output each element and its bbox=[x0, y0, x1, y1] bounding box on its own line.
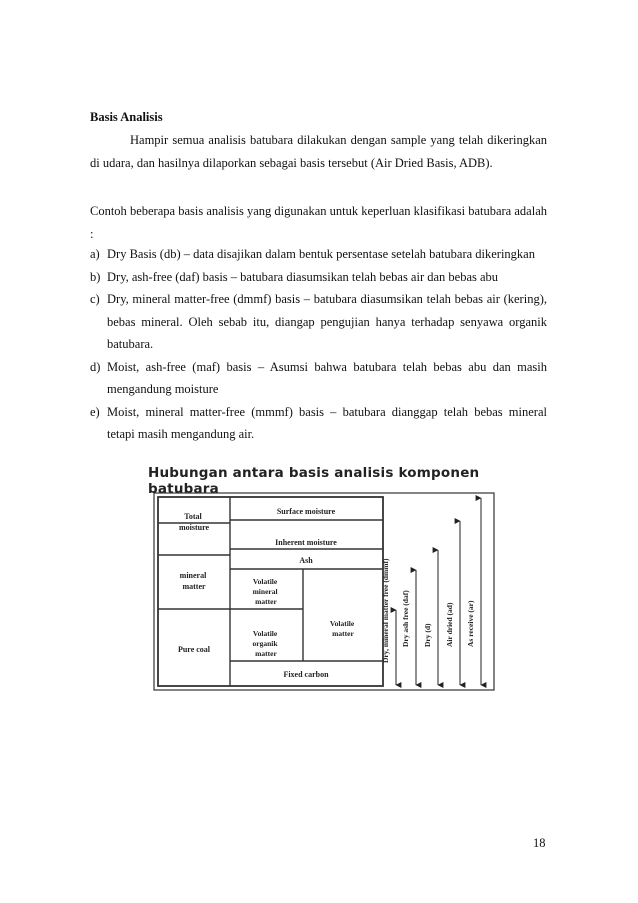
label-pure-coal: Pure coal bbox=[177, 645, 211, 654]
label-volatile-matter: Volatile matter bbox=[329, 619, 355, 638]
label-mineral-matter: mineral matter bbox=[179, 571, 207, 591]
label-volatile-mineral-matter: Volatile mineral matter bbox=[252, 577, 278, 606]
list-item bbox=[90, 401, 547, 446]
paragraph-intro: Hampir semua analisis batubara dilakukan dengan sample yang telah dikeringkan di udara, dan hasilnya dilaporkan sebagai basis tersebut (Air Dried Basis, ADB). bbox=[90, 133, 547, 170]
list-item bbox=[90, 356, 547, 401]
figure-title: Hubungan antara basis analisis komponen batubara bbox=[148, 465, 480, 497]
list-item-text: Moist, ash-free (maf) basis – Asumsi bahwa batubara telah bebas abu dan masih mengandung moisture bbox=[107, 359, 547, 396]
list-item-text: Dry Basis (db) – data disajikan dalam bentuk persentase setelah batubara dikeringkan bbox=[107, 247, 535, 261]
list-item bbox=[90, 288, 547, 356]
label-ash: Ash bbox=[299, 556, 313, 565]
label-basis-daf: Dry ash free (daf) bbox=[401, 590, 410, 647]
paragraph-examples: Contoh beberapa basis analisis yang digunakan untuk keperluan klasifikasi batubara adalah : bbox=[90, 204, 547, 241]
label-surface-moisture: Surface moisture bbox=[276, 507, 336, 516]
label-basis-dmmf: Dry, mineral matter free (dmmf) bbox=[381, 558, 390, 663]
coal-basis-diagram bbox=[120, 465, 520, 705]
section-heading: Basis Analisis bbox=[90, 110, 163, 124]
label-basis-dry: Dry (d) bbox=[423, 623, 432, 647]
label-fixed-carbon: Fixed carbon bbox=[283, 670, 329, 679]
list-marker: a) bbox=[90, 247, 100, 261]
label-volatile-organik-matter: Volatile organik matter bbox=[252, 629, 278, 658]
page-number: 18 bbox=[533, 836, 546, 850]
list-item-text: Moist, mineral matter-free (mmmf) basis – batubara dianggap telah bebas mineral tetapi masih mengandung air. bbox=[107, 404, 547, 441]
basis-list bbox=[90, 243, 547, 446]
list-marker: d) bbox=[90, 359, 101, 374]
list-marker: e) bbox=[90, 404, 100, 419]
label-total-moisture: Total moisture bbox=[178, 512, 210, 532]
coal-basis-figure bbox=[120, 465, 520, 705]
list-item bbox=[90, 243, 547, 266]
list-marker: c) bbox=[90, 292, 100, 306]
list-marker: b) bbox=[90, 269, 101, 284]
list-item bbox=[90, 266, 547, 289]
label-basis-air-dried: Air dried (ad) bbox=[445, 602, 454, 647]
label-inherent-moisture: Inherent moisture bbox=[275, 538, 337, 547]
list-item-text: Dry, ash-free (daf) basis – batubara diasumsikan telah bebas air dan bebas abu bbox=[107, 269, 499, 284]
list-item-text: Dry, mineral matter-free (dmmf) basis – batubara diasumsikan telah bebas air (kering), bebas mineral. Oleh sebab itu, diangap pengujian hanya terhadap senyawa organik batubara. bbox=[107, 292, 547, 351]
label-basis-as-receive: As receive (ar) bbox=[466, 600, 475, 647]
